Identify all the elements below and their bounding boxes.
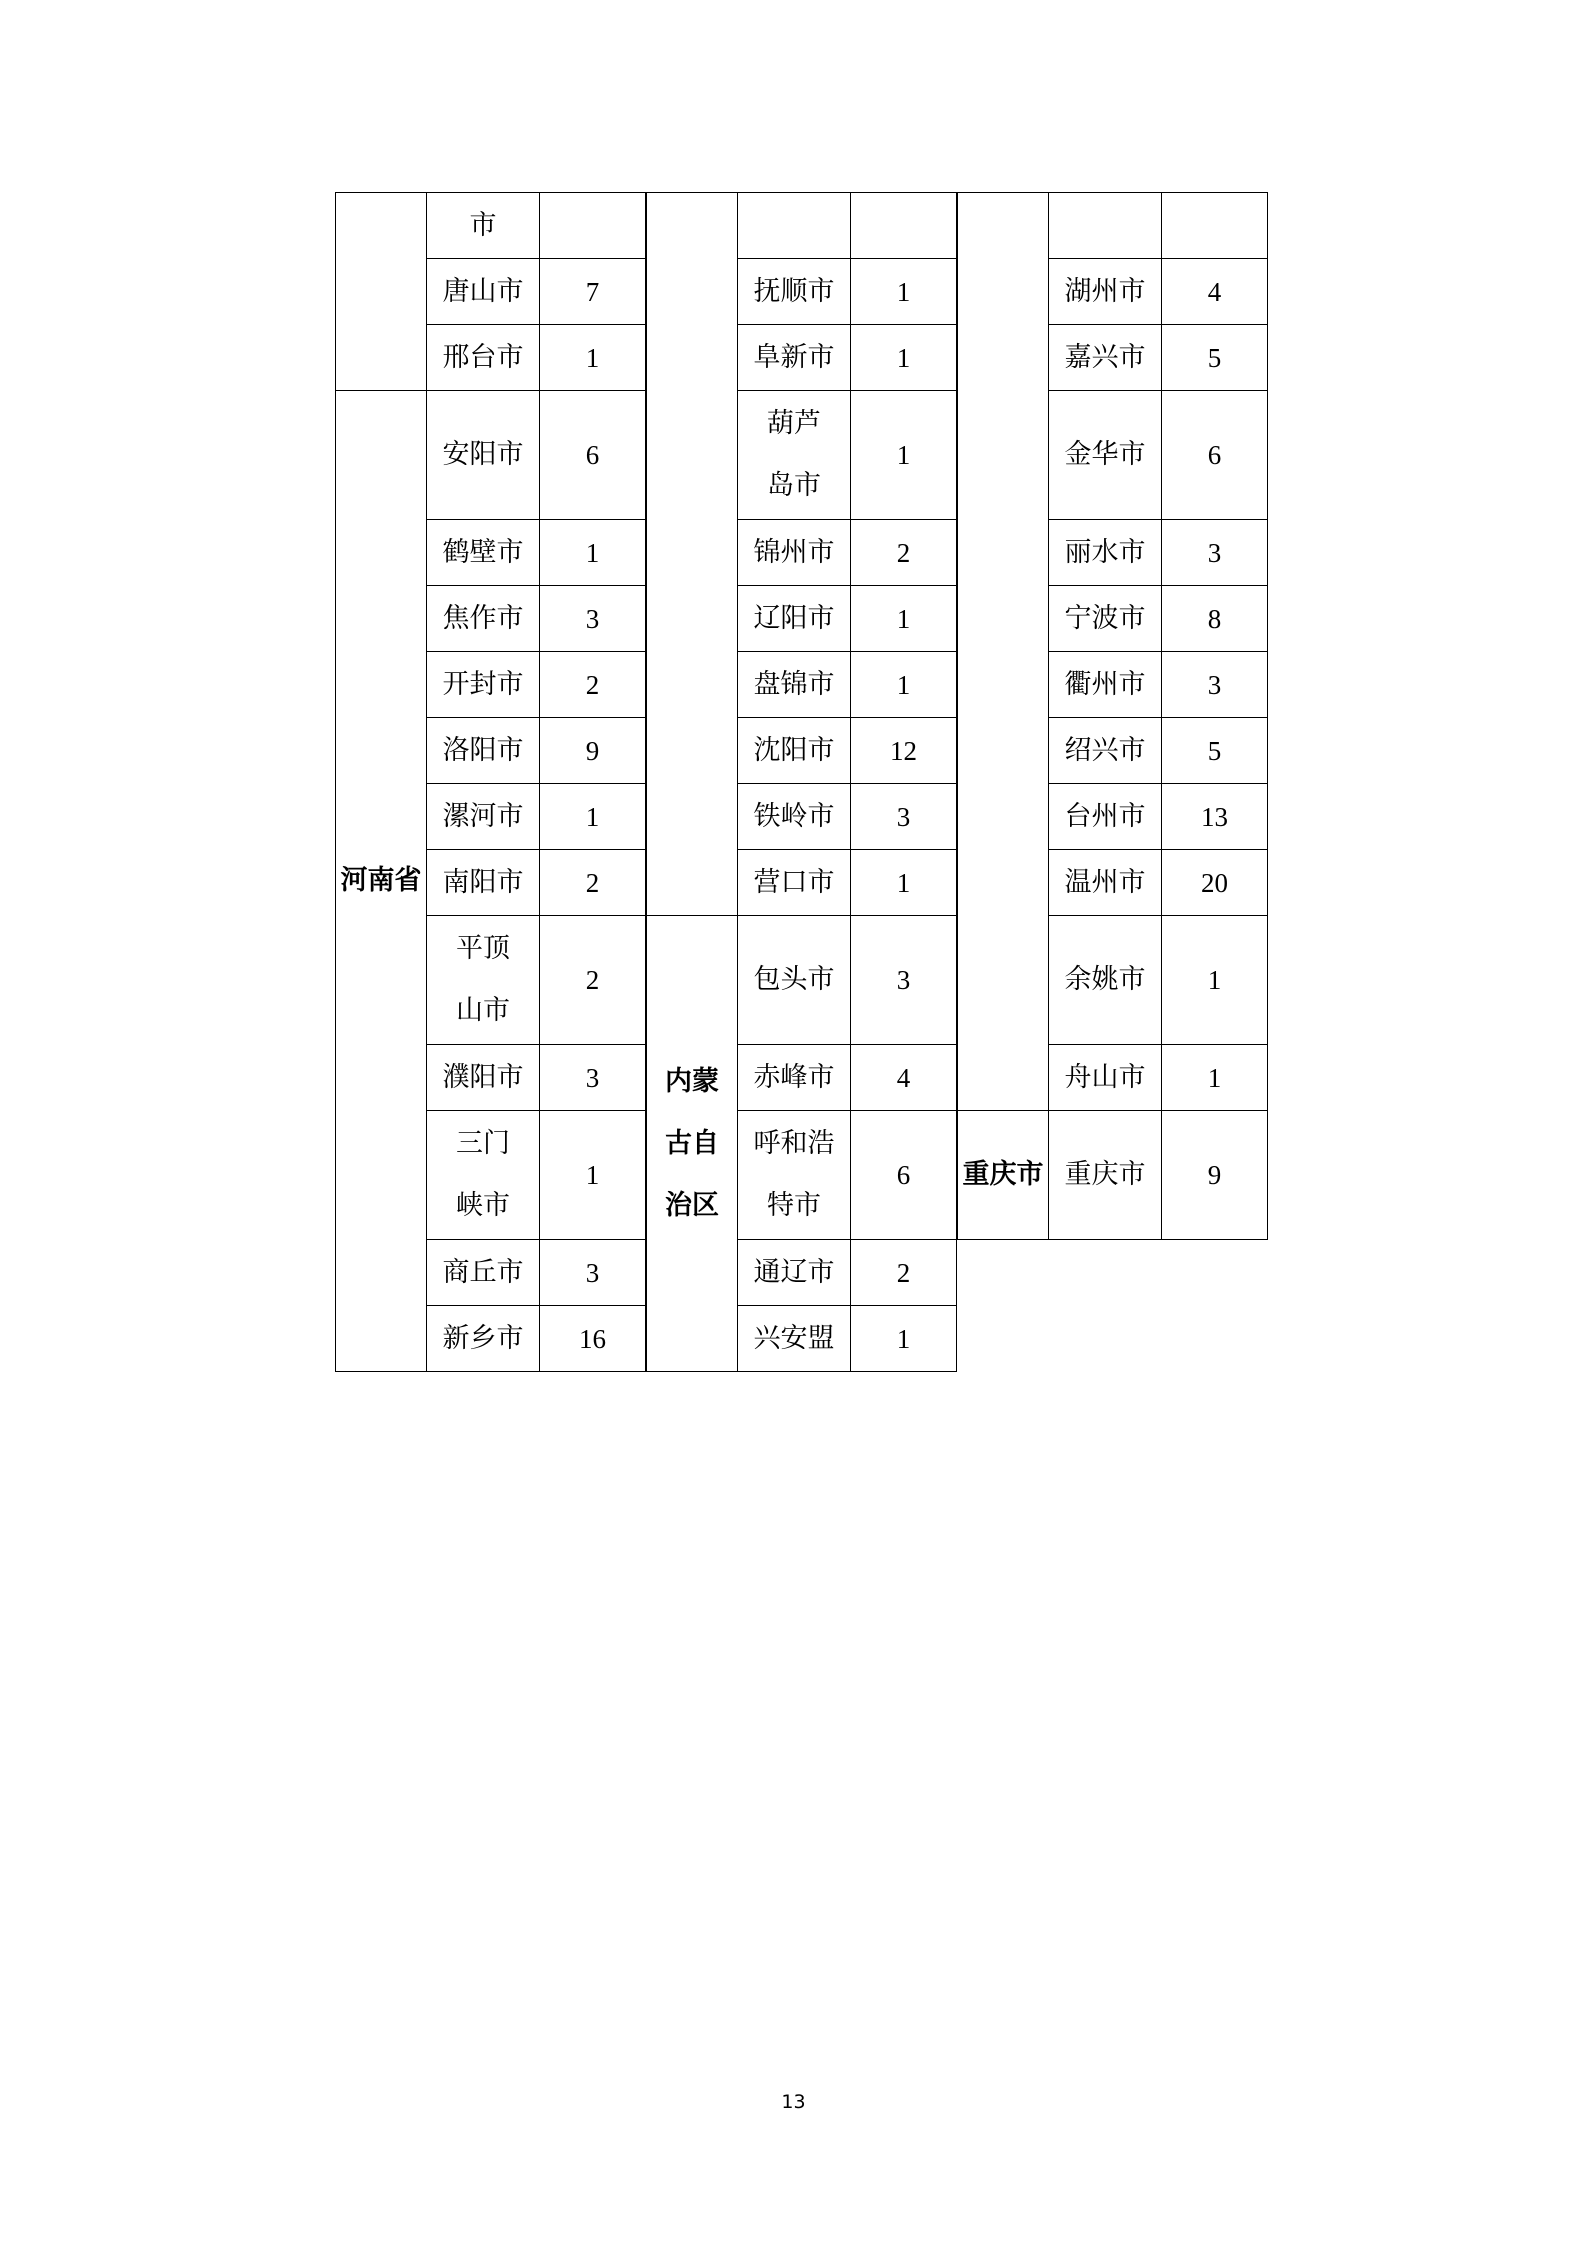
count-cell: 9: [1162, 1111, 1268, 1240]
count-cell: [1162, 193, 1268, 259]
city-cell: 丽水市: [1049, 520, 1162, 586]
city-cell: 新乡市: [427, 1306, 540, 1372]
city-cell: 通辽市: [738, 1240, 851, 1306]
city-cell-wrap: 葫芦岛市: [767, 408, 821, 501]
city-cell: 鹤壁市: [427, 520, 540, 586]
province-cell-chongqing: 重庆市: [958, 1111, 1049, 1240]
city-cell: 绍兴市: [1049, 718, 1162, 784]
table-row: [958, 193, 1268, 259]
city-cell: 兴安盟: [738, 1306, 851, 1372]
table-row: [647, 916, 957, 1045]
count-cell: 1: [1162, 1045, 1268, 1111]
table-row: [647, 193, 957, 259]
count-cell: 2: [540, 916, 646, 1045]
table-row: [958, 1111, 1268, 1240]
count-cell: 2: [540, 850, 646, 916]
count-cell: 6: [540, 391, 646, 520]
city-cell: 包头市: [738, 916, 851, 1045]
count-cell: 4: [851, 1045, 957, 1111]
count-cell: 3: [1162, 520, 1268, 586]
province-city-table-1: [335, 192, 646, 1372]
city-cell: 濮阳市: [427, 1045, 540, 1111]
city-cell: 开封市: [427, 652, 540, 718]
city-cell: 舟山市: [1049, 1045, 1162, 1111]
count-cell: 1: [540, 325, 646, 391]
count-cell: 1: [851, 259, 957, 325]
city-cell: 唐山市: [427, 259, 540, 325]
city-cell: 阜新市: [738, 325, 851, 391]
province-label: 内蒙古自治区: [665, 1065, 719, 1221]
city-cell: 辽阳市: [738, 586, 851, 652]
count-cell: 2: [540, 652, 646, 718]
count-cell: 20: [1162, 850, 1268, 916]
city-cell: 宁波市: [1049, 586, 1162, 652]
province-cell-liaoning: [647, 193, 738, 916]
city-cell: [1049, 193, 1162, 259]
count-cell: 1: [851, 1306, 957, 1372]
city-cell: 邢台市: [427, 325, 540, 391]
table-row: [336, 193, 646, 259]
count-cell: 1: [1162, 916, 1268, 1045]
table-group-2: [646, 192, 957, 1372]
province-cell-zhejiang: [958, 193, 1049, 1111]
count-cell: 3: [1162, 652, 1268, 718]
city-cell: 抚顺市: [738, 259, 851, 325]
count-cell: 6: [851, 1111, 957, 1240]
table-row: [336, 391, 646, 520]
province-cell-henan: 河南省: [336, 391, 427, 1372]
count-cell: 9: [540, 718, 646, 784]
city-cell: 商丘市: [427, 1240, 540, 1306]
count-cell: 2: [851, 520, 957, 586]
city-cell: 台州市: [1049, 784, 1162, 850]
city-cell: [738, 391, 851, 520]
count-cell: 6: [1162, 391, 1268, 520]
count-cell: 4: [1162, 259, 1268, 325]
table-group-3: [957, 192, 1268, 1240]
city-cell: 盘锦市: [738, 652, 851, 718]
city-cell: 焦作市: [427, 586, 540, 652]
city-cell: 营口市: [738, 850, 851, 916]
province-city-table-2: [646, 192, 957, 1372]
province-city-table-3: [957, 192, 1268, 1240]
count-cell: 1: [851, 325, 957, 391]
count-cell: 5: [1162, 718, 1268, 784]
count-cell: 7: [540, 259, 646, 325]
count-cell: 1: [851, 652, 957, 718]
city-cell: 余姚市: [1049, 916, 1162, 1045]
count-cell: 5: [1162, 325, 1268, 391]
count-cell: 3: [540, 586, 646, 652]
count-cell: 1: [540, 520, 646, 586]
city-cell: 锦州市: [738, 520, 851, 586]
city-cell: 漯河市: [427, 784, 540, 850]
city-cell: [427, 1111, 540, 1240]
city-cell: [738, 1111, 851, 1240]
count-cell: 3: [540, 1045, 646, 1111]
city-cell: 衢州市: [1049, 652, 1162, 718]
table-group-1: [335, 192, 646, 1372]
province-cell-neimenggu: [647, 916, 738, 1372]
city-cell: [738, 193, 851, 259]
count-cell: 3: [540, 1240, 646, 1306]
count-cell: [851, 193, 957, 259]
count-cell: [540, 193, 646, 259]
city-cell: 市: [427, 193, 540, 259]
city-cell: 赤峰市: [738, 1045, 851, 1111]
city-cell: 温州市: [1049, 850, 1162, 916]
count-cell: 3: [851, 916, 957, 1045]
city-cell-wrap: 平顶山市: [456, 933, 510, 1026]
count-cell: 8: [1162, 586, 1268, 652]
city-cell: 沈阳市: [738, 718, 851, 784]
count-cell: 1: [540, 784, 646, 850]
city-cell-wrap: 呼和浩特市: [753, 1128, 835, 1221]
city-cell-wrap: 三门峡市: [456, 1128, 510, 1221]
count-cell: 1: [851, 850, 957, 916]
city-cell: 洛阳市: [427, 718, 540, 784]
city-cell: 金华市: [1049, 391, 1162, 520]
city-cell: 南阳市: [427, 850, 540, 916]
count-cell: 1: [540, 1111, 646, 1240]
count-cell: 13: [1162, 784, 1268, 850]
count-cell: 1: [851, 391, 957, 520]
city-cell: 嘉兴市: [1049, 325, 1162, 391]
city-cell: 铁岭市: [738, 784, 851, 850]
count-cell: 16: [540, 1306, 646, 1372]
city-cell: 湖州市: [1049, 259, 1162, 325]
city-cell: 安阳市: [427, 391, 540, 520]
province-cell-hebei: [336, 193, 427, 391]
count-cell: 12: [851, 718, 957, 784]
page-number: 13: [781, 2091, 806, 2113]
count-cell: 2: [851, 1240, 957, 1306]
count-cell: 3: [851, 784, 957, 850]
city-cell: 重庆市: [1049, 1111, 1162, 1240]
count-cell: 1: [851, 586, 957, 652]
city-cell: [427, 916, 540, 1045]
